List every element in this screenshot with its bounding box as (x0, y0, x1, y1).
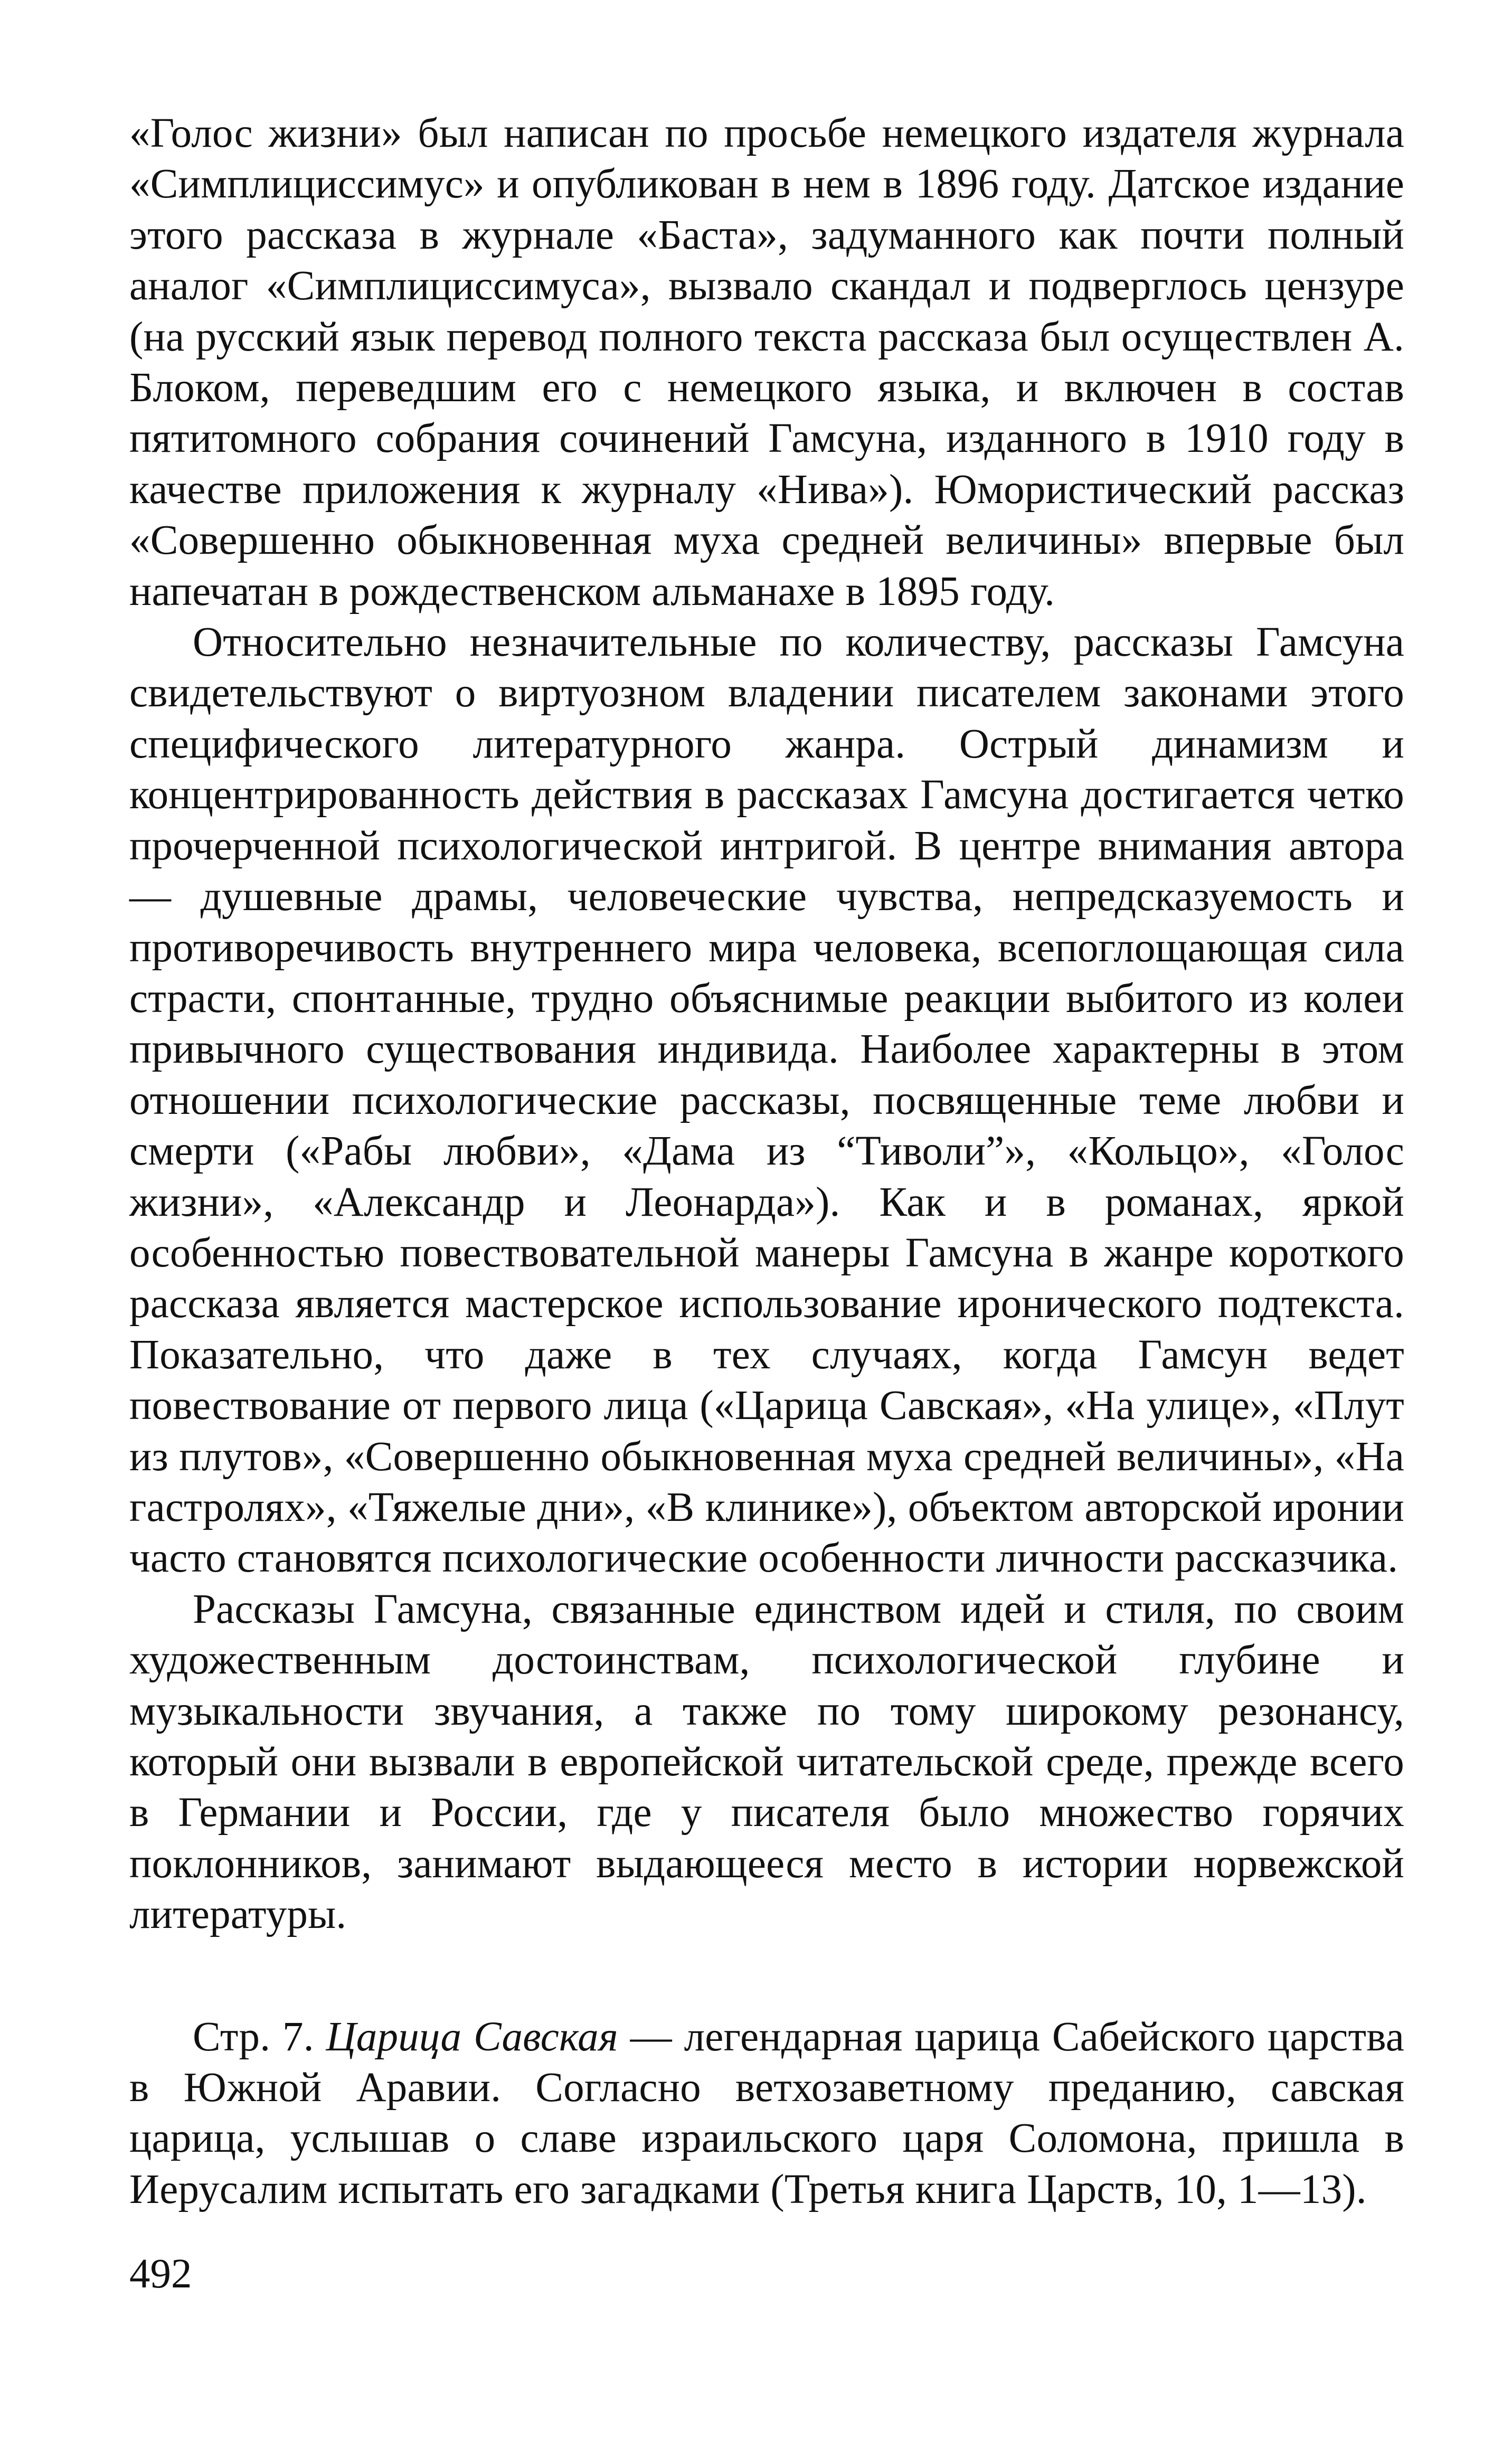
commentary-note (129, 2012, 1404, 2216)
paragraph-voice-of-life: «Голос жизни» был написан по просьбе немецкого издателя журнала «Симплициссимус» и опубликован в нем в 1896 году. Датское издание этого рассказа в журнале «Баста», задуманного как почти полный аналог «Симплициссимуса», вызвало скандал и подверглось цензуре (на русский язык перевод полного текста рассказа был осуществлен А. Блоком, переведшим его с немецкого языка, и включен в состав пятитомного собрания сочинений Гамсуна, изданного в 1910 году в качестве приложения к журналу «Нива»). Юмористический рассказ «Совершенно обыкновенная муха средней величины» впервые был напечатан в рождественском альманахе в 1895 году. (129, 110, 1404, 614)
page-number: 492 (129, 2251, 192, 2297)
note-term: Царица Савская (326, 2013, 618, 2060)
paragraph-stories-analysis: Относительно незначительные по количеству, рассказы Гамсуна свидетельствуют о виртуозном владении писателем законами этого специфического литературного жанра. Острый динамизм и концентрированность действия в рассказах Гамсуна достигается четко прочерченной психологической интригой. В центре внимания автора — душевные драмы, человеческие чувства, непредсказуемость и противоречивость внутреннего мира человека, всепоглощающая сила страсти, спонтанные, трудно объяснимые реакции выбитого из колеи привычного существования индивида. Наиболее характерны в этом отношении психологические рассказы, посвященные теме любви и смерти («Рабы любви», «Дама из “Тиволи”», «Кольцо», «Голос жизни», «Александр и Леонарда»). Как и в романах, яркой особенностью повествовательной манеры Гамсуна в жанре короткого рассказа является мастерское использование иронического подтекста. Показательно, что даже в тех случаях, когда Гамсун ведет повествование от первого лица («Царица Савская», «На улице», «Плут из плутов», «Совершенно обыкновенная муха средней величины», «На гастролях», «Тяжелые дни», «В клинике»), объектом авторской иронии часто становятся психологические особенности личности рассказчика. (129, 619, 1404, 1582)
main-text (129, 108, 1404, 2215)
paragraph-stories-significance: Рассказы Гамсуна, связанные единством идей и стиля, по своим художественным достоинствам, психологической глубине и музыкальности звучания, а также по тому широкому резонансу, который они вызвали в европейской читательской среде, прежде всего в Германии и России, где у писателя было множество горячих поклонников, занимают выдающееся место в истории норвежской литературы. (129, 1586, 1404, 1938)
note-text: — легендарная царица Сабейского царства в Южной Аравии. Согласно ветхозаветному преданию, савская царица, услышав о славе израильского царя Соломона, пришла в Иерусалим испытать его загадками (Третья книга Царств, 10, 1—13). (129, 2013, 1404, 2212)
note-page-ref: Стр. 7. (193, 2013, 326, 2060)
note-paragraph (129, 2012, 1404, 2216)
